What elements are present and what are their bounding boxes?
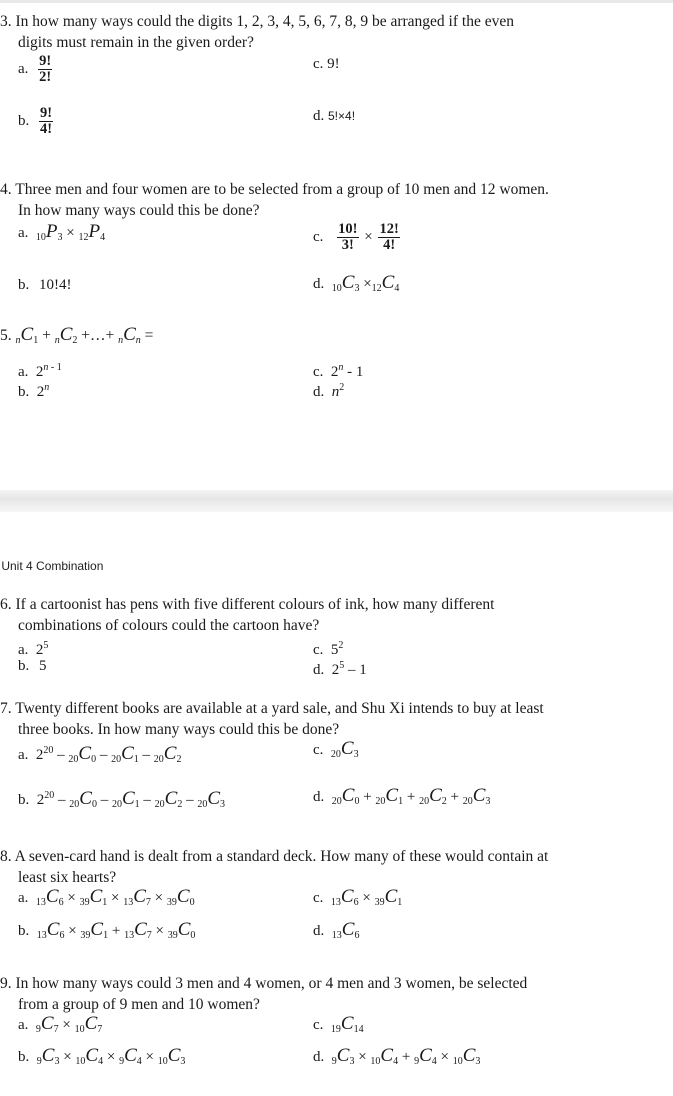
option-label: c. xyxy=(313,228,324,245)
option-expression: $_{13}C_6 \times _{39}C_1 + _{13}C_7 \times _{39}C_0$ xyxy=(36,919,196,941)
option-label: b. xyxy=(18,112,30,129)
option-expression: $2^5$ xyxy=(32,640,49,658)
option-expression: $_9C_7 \times _{10}C_7$ xyxy=(35,1013,103,1035)
q8-option-c[interactable] xyxy=(313,887,402,913)
q6-option-b[interactable] xyxy=(18,656,47,676)
section-header: Unit 4 Combination xyxy=(1,559,104,573)
option-label: a. xyxy=(18,364,29,380)
q8-text-line2: least six hearts? xyxy=(18,869,117,886)
option-text: 10!4! xyxy=(39,277,72,293)
option-expression: $_9C_3 \times _{10}C_4 \times _9C_4 \times _{10}C_3$ xyxy=(36,1045,186,1067)
q3-option-a[interactable] xyxy=(18,54,52,85)
option-expression: $_{10}C_3 \times_{12}C_4$ xyxy=(331,272,400,294)
option-label: a. xyxy=(18,225,29,241)
fraction: $\frac{9!}{4!}$ xyxy=(40,105,53,137)
q9-text-line1: 9. In how many ways could 3 men and 4 women, or 4 men and 3 women, be selected xyxy=(0,975,528,992)
q4-text-line1: 4. Three men and four women are to be selected from a group of 10 men and 12 women. xyxy=(0,181,549,198)
q3-option-d[interactable] xyxy=(313,106,355,126)
q8-option-b[interactable] xyxy=(18,920,195,946)
q7-option-d[interactable] xyxy=(313,786,490,812)
q8-option-a[interactable] xyxy=(18,887,195,913)
option-label: d. xyxy=(313,1049,325,1065)
option-label: d. xyxy=(313,108,325,124)
q3-text-line1: 3. In how many ways could the digits 1, 2, 3, 4, 5, 6, 7, 8, 9 be arranged if the even xyxy=(0,13,514,30)
q9-option-b[interactable] xyxy=(18,1046,185,1072)
q3-option-c[interactable] xyxy=(313,54,340,74)
q3-option-b[interactable] xyxy=(18,106,53,137)
option-label: a. xyxy=(18,747,29,763)
option-expression: $n^2$ xyxy=(331,382,345,400)
option-label: d. xyxy=(313,789,325,805)
option-expression: $_{13}C_6 \times _{39}C_1 \times _{13}C_7 \times _{39}C_0$ xyxy=(35,886,195,908)
option-expression: $2^{20} - _{20}C_0 - _{20}C_1 - _{20}C_2$ xyxy=(32,743,182,765)
option-label: b. xyxy=(18,1049,30,1065)
option-expression: $2^5 - 1$ xyxy=(328,660,367,678)
option-label: c. xyxy=(313,742,324,758)
option-expression: $_{13}C_6 \times _{39}C_1$ xyxy=(330,886,403,908)
q5-text: 5. $_nC_1 + _nC_2$ +…+ $_nC_n$ = xyxy=(0,324,154,346)
option-expression: 2$^n$ - 1 xyxy=(327,362,364,380)
option-expression: $_{19}C_{14}$ xyxy=(330,1013,364,1035)
q5-option-d[interactable] xyxy=(313,378,344,402)
option-label: c. xyxy=(313,364,324,380)
q4-option-b[interactable] xyxy=(18,275,72,295)
q9-text-line2: from a group of 9 men and 10 women? xyxy=(18,996,260,1013)
option-label: d. xyxy=(313,662,325,678)
fraction: $\frac{9!}{2!}$ xyxy=(39,53,52,85)
option-expression: $_{20}C_0 + _{20}C_1 + _{20}C_2 + _{20}C_3$ xyxy=(331,785,491,807)
q4-option-d[interactable] xyxy=(313,273,399,299)
q7-text-line1: 7. Twenty different books are available at a yard sale, and Shu Xi intends to buy at least xyxy=(0,700,544,717)
q8-text-line1: 8. A seven-card hand is dealt from a standard deck. How many of these would contain at xyxy=(0,848,549,865)
option-label: c. xyxy=(313,1017,324,1033)
q6-text-line2: combinations of colours could the cartoon have? xyxy=(18,617,320,634)
q6-text-line1: 6. If a cartoonist has pens with five different colours of ink, how many different xyxy=(0,596,495,613)
option-label: b. xyxy=(18,923,30,939)
option-label: a. xyxy=(18,1017,29,1033)
option-label: c. xyxy=(313,642,324,658)
option-label: b. xyxy=(18,277,30,293)
option-expression: $_9C_3 \times _{10}C_4 + _9C_4 \times _{10}C_3$ xyxy=(331,1045,481,1067)
option-expression: $_{20}C_3$ xyxy=(330,738,359,760)
q9-option-a[interactable] xyxy=(18,1014,102,1040)
option-text: 5 xyxy=(39,658,47,674)
option-label: b. xyxy=(18,792,30,808)
q4-option-a[interactable] xyxy=(18,222,105,248)
fraction: $\frac{12!}{4!}$ xyxy=(379,221,399,253)
option-label: d. xyxy=(313,384,325,400)
q4-text-line2: In how many ways could this be done? xyxy=(18,202,260,219)
option-label: a. xyxy=(18,60,29,77)
option-label: d. xyxy=(313,276,325,292)
option-text: 5!×4! xyxy=(328,109,356,123)
fraction: $\frac{10!}{3!}$ xyxy=(338,221,358,253)
page-divider xyxy=(0,490,673,512)
option-expression: $_{10}P_3 \times _{12}P_4$ xyxy=(35,221,106,243)
option-label: b. xyxy=(18,658,30,674)
option-text: 9! xyxy=(327,56,340,72)
option-label: c. xyxy=(313,890,324,906)
q5-option-b[interactable] xyxy=(18,378,49,402)
q6-option-d[interactable] xyxy=(313,656,367,680)
q9-option-d[interactable] xyxy=(313,1046,480,1072)
option-expression: $2^{20} - _{20}C_0 - _{20}C_1 - _{20}C_2 - _{20}C_3$ xyxy=(33,788,225,810)
option-label: d. xyxy=(313,923,325,939)
option-label: b. xyxy=(18,384,30,400)
q4-option-c[interactable]: c. $\frac{10!}{3!}$ × $\frac{12!}{4!}$ xyxy=(313,221,399,253)
q8-option-d[interactable] xyxy=(313,920,359,946)
option-label: a. xyxy=(18,642,29,658)
q7-option-c[interactable] xyxy=(313,739,359,765)
option-expression: 2$^{n - 1}$ xyxy=(32,362,62,380)
top-edge xyxy=(0,0,673,3)
q3-text-line2: digits must remain in the given order? xyxy=(18,34,254,51)
question-number: 5. xyxy=(0,327,12,344)
option-label: a. xyxy=(18,890,29,906)
q7-text-line2: three books. In how many ways could this be done? xyxy=(18,721,340,738)
option-expression: $5^2$ xyxy=(327,640,344,658)
option-expression: 2$^n$ xyxy=(33,382,50,400)
option-label: c. xyxy=(313,56,324,72)
q7-option-b[interactable] xyxy=(18,786,225,815)
q9-option-c[interactable] xyxy=(313,1014,364,1040)
q7-option-a[interactable] xyxy=(18,741,181,770)
option-expression: $_{13}C_6$ xyxy=(331,919,360,941)
